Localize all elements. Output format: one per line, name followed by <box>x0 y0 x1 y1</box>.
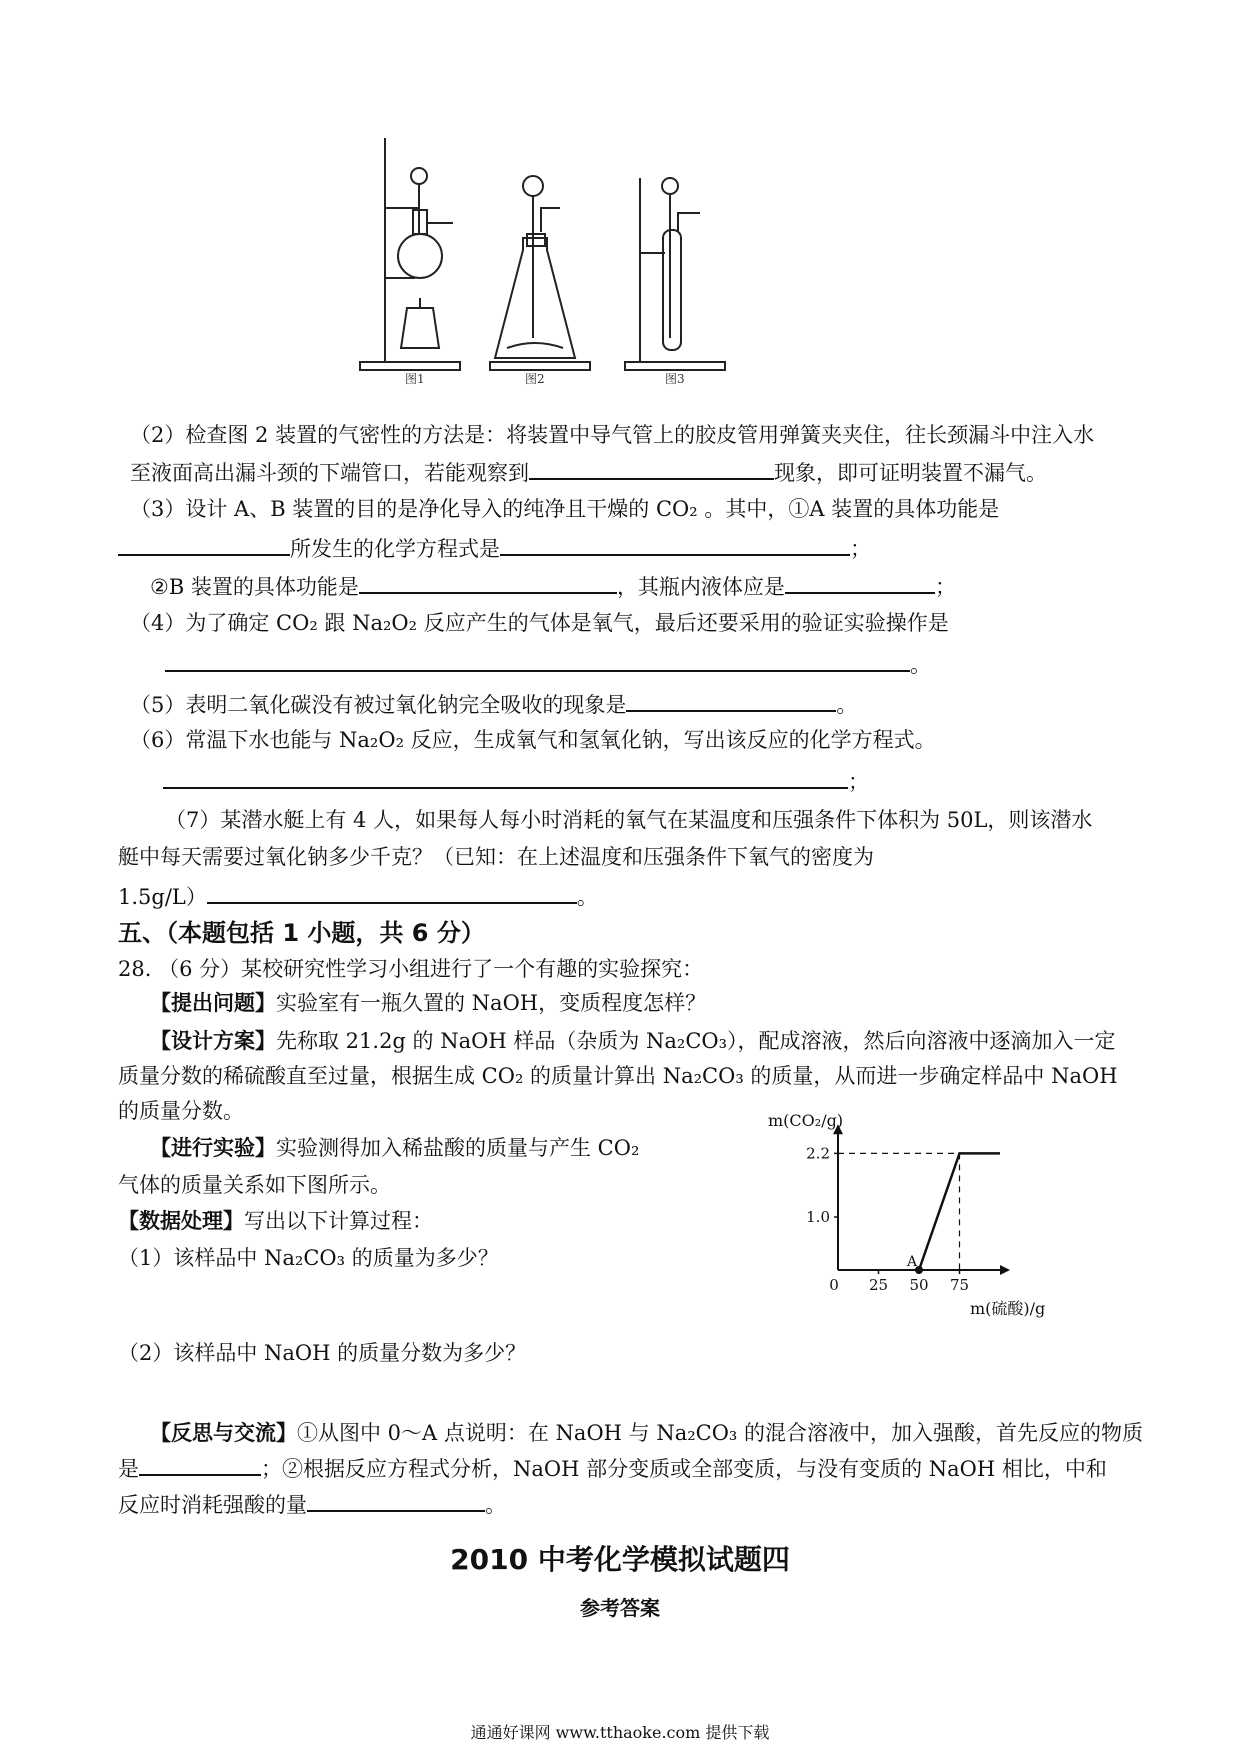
q5-line1: （5）表明二氧化碳没有被过氧化钠完全吸收的现象是 。 <box>130 688 857 720</box>
q28-design: 【设计方案】先称取 21.2g 的 NaOH 样品（杂质为 Na₂CO₃），配成溶液，然后向溶液中逐滴加入一定 <box>150 1028 1116 1053</box>
q4-line1: （4）为了确定 CO₂ 跟 Na₂O₂ 反应产生的气体是氧气，最后还要采用的验证实验操作是 <box>130 611 949 635</box>
fig1-lamp <box>401 308 439 348</box>
q6-blank[interactable] <box>163 765 848 789</box>
point-a-label: A <box>907 1254 918 1270</box>
x-tick-label: 50 <box>909 1276 929 1294</box>
y-tick-label: 2.2 <box>806 1144 830 1163</box>
q5-blank[interactable] <box>626 688 836 712</box>
y-axis-label: m(CO₂/g) <box>768 1111 844 1131</box>
q28-reflect-2: 是 ；②根据反应方程式分析，NaOH 部分变质或全部变质，与没有变质的 NaOH 相比，中和 <box>118 1452 1107 1484</box>
q3-blank-a-function[interactable] <box>118 532 290 556</box>
fig2-flask <box>495 238 575 358</box>
q3-line3: ②B 装置的具体功能是 ，其瓶内液体应是 ； <box>150 570 956 602</box>
q6-line2: ； <box>163 765 869 797</box>
q3-blank-b-function[interactable] <box>359 570 617 594</box>
q3-blank-b-liquid[interactable] <box>785 570 935 594</box>
q28-experiment-2: 气体的质量关系如下图所示。 <box>118 1173 391 1197</box>
fig3-label: 图3 <box>665 372 685 386</box>
x-axis-arrow <box>1000 1265 1010 1275</box>
x-tick-label: 75 <box>949 1276 970 1294</box>
section5-heading: 五、（本题包括 1 小题，共 6 分） <box>118 919 485 947</box>
q4-line2: 。 <box>165 648 931 680</box>
q28-data: 【数据处理】写出以下计算过程： <box>118 1208 433 1233</box>
fig1-base <box>360 362 460 370</box>
answers-subtitle: 参考答案 <box>580 1596 660 1620</box>
q28-sub1: （1）该样品中 Na₂CO₃ 的质量为多少？ <box>118 1246 499 1270</box>
q28-design-3: 的质量分数。 <box>118 1099 244 1123</box>
q28-sub2: （2）该样品中 NaOH 的质量分数为多少？ <box>118 1341 527 1365</box>
apparatus-figure <box>395 138 840 388</box>
q28-experiment: 【进行实验】实验测得加入稀盐酸的质量与产生 CO₂ <box>150 1135 640 1160</box>
q7-line3: 1.5g/L） 。 <box>118 880 598 912</box>
fig3-tube <box>663 230 681 350</box>
fig2-label: 图2 <box>525 372 545 386</box>
q2-blank[interactable] <box>529 456 774 480</box>
answers-title: 2010 中考化学模拟试题四 <box>450 1543 790 1576</box>
fig1-flask <box>398 234 442 278</box>
x-tick-label: 25 <box>868 1276 889 1294</box>
q28-blank-first-reactant[interactable] <box>139 1452 261 1476</box>
q7-line2: 艇中每天需要过氧化钠多少千克？（已知：在上述温度和压强条件下氧气的密度为 <box>118 845 874 869</box>
q6-line1: （6）常温下水也能与 Na₂O₂ 反应，生成氧气和氢氧化钠，写出该反应的化学方程式。 <box>130 728 936 752</box>
q7-line1: （7）某潜水艇上有 4 人，如果每人每小时消耗的氧气在某温度和压强条件下体积为 50L，则该潜水 <box>165 808 1093 832</box>
q2-line1: （2）检查图 2 装置的气密性的方法是：将装置中导气管上的胶皮管用弹簧夹夹住，往长颈漏斗中注入水 <box>130 423 1095 447</box>
q28-reflect: 【反思与交流】①从图中 0～A 点说明：在 NaOH 与 Na₂CO₃ 的混合溶液中，加入强酸，首先反应的物质 <box>150 1420 1144 1445</box>
x-tick-label: 0 <box>829 1276 839 1294</box>
q3-line2: 所发生的化学方程式是 ； <box>118 532 871 564</box>
page-footer: 通通好课网 www.tthaoke.com 提供下载 <box>470 1723 770 1742</box>
q2-line2: 至液面高出漏斗颈的下端管口，若能观察到 现象，即可证明装置不漏气。 <box>130 456 1047 488</box>
co2-chart <box>735 1111 1046 1330</box>
q28-propose: 【提出问题】实验室有一瓶久置的 NaOH，变质程度怎样？ <box>150 990 707 1015</box>
q4-blank[interactable] <box>165 648 910 672</box>
q3-blank-equation[interactable] <box>500 532 850 556</box>
q3-line1: （3）设计 A、B 装置的目的是净化导入的纯净且干燥的 CO₂ 。其中，①A 装置的具体功能是 <box>130 497 1000 521</box>
q28-blank-acid-amount[interactable] <box>307 1488 485 1512</box>
q28-reflect-3: 反应时消耗强酸的量 。 <box>118 1488 506 1520</box>
fig1-label: 图1 <box>405 372 425 386</box>
q7-blank[interactable] <box>207 880 577 904</box>
fig2-solid <box>507 343 563 348</box>
q28-intro: 28. （6 分）某校研究性学习小组进行了一个有趣的实验探究： <box>118 957 704 981</box>
x-axis-label: m(硫酸)/g <box>970 1299 1046 1318</box>
q28-design-2: 质量分数的稀硫酸直至过量，根据生成 CO₂ 的质量计算出 Na₂CO₃ 的质量，从而进一步确定样品中 NaOH <box>118 1064 1118 1088</box>
y-tick-label: 1.0 <box>806 1208 830 1226</box>
